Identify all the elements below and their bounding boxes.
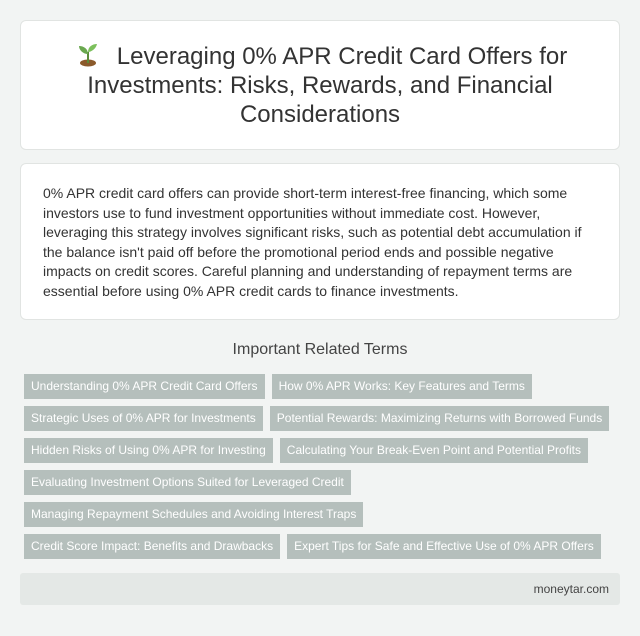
related-term-tag[interactable]: Evaluating Investment Options Suited for Leveraged Credit [24,470,351,495]
tag-row [24,374,624,399]
seedling-icon [73,41,103,67]
tag-row [24,406,624,431]
tag-row [24,438,624,463]
footer [20,573,620,605]
related-term-tag[interactable]: Understanding 0% APR Credit Card Offers [24,374,265,399]
related-term-tag[interactable]: Hidden Risks of Using 0% APR for Investing [24,438,273,463]
tag-row [24,470,624,495]
page-title [60,41,580,129]
related-terms-heading: Important Related Terms [232,341,408,358]
related-term-tag[interactable]: Strategic Uses of 0% APR for Investments [24,406,263,431]
summary-card [20,163,620,320]
related-term-tag[interactable]: How 0% APR Works: Key Features and Terms [272,374,532,399]
related-term-tag[interactable]: Managing Repayment Schedules and Avoiding Interest Traps [24,502,363,527]
related-term-tag[interactable]: Expert Tips for Safe and Effective Use of 0% APR Offers [287,534,601,559]
footer-site: moneytar.com [533,582,609,596]
summary-text: 0% APR credit card offers can provide short-term interest-free financing, which some investors use to fund investment opportunities without immediate cost. However, leveraging this strategy involves significant risks, such as potential debt accumulation if the balance isn't paid off before the promotional period ends and possible negative impacts on credit scores. Careful planning and understanding of repayment terms are essential before using 0% APR credit cards to finance investments. [43,185,582,299]
page-title-text: Leveraging 0% APR Credit Card Offers for Investments: Risks, Rewards, and Financial Considerations [87,43,568,128]
tag-row [24,534,624,559]
related-term-tag[interactable]: Potential Rewards: Maximizing Returns with Borrowed Funds [270,406,609,431]
tag-row [24,502,624,527]
related-term-tag[interactable]: Calculating Your Break-Even Point and Potential Profits [280,438,588,463]
title-card [20,20,620,150]
related-terms-list [24,374,624,566]
related-term-tag[interactable]: Credit Score Impact: Benefits and Drawbacks [24,534,280,559]
